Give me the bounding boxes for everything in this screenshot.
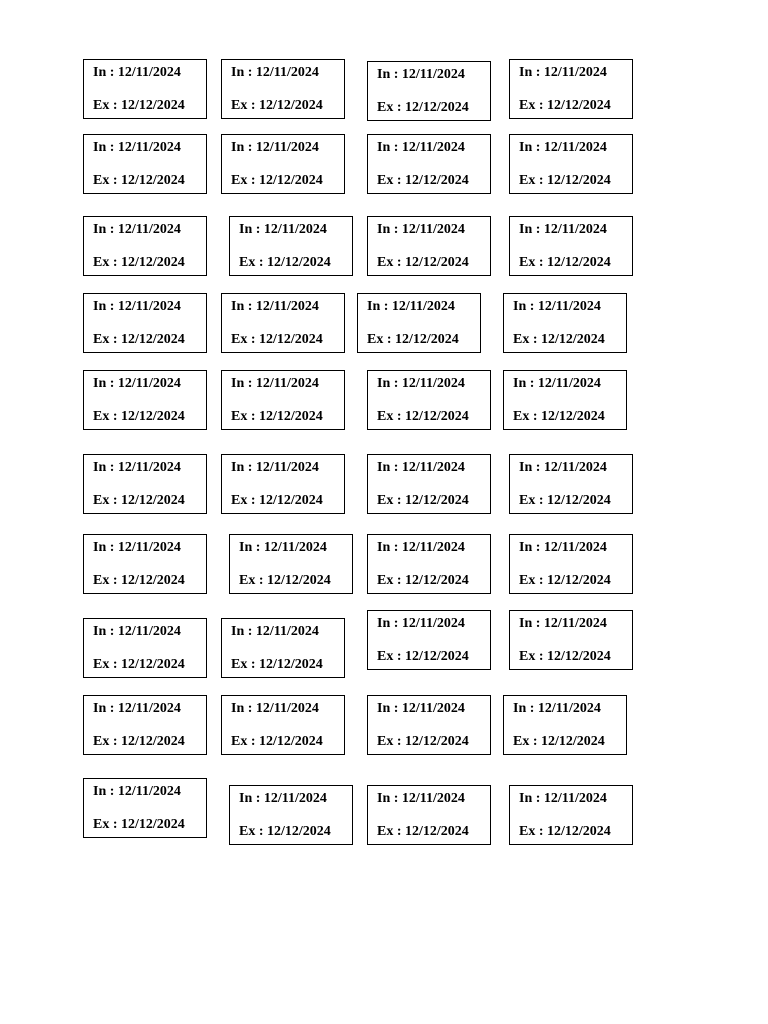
date-label-box [367, 454, 491, 514]
date-label-box [367, 785, 491, 845]
expiry-date-text: Ex : 12/12/2024 [377, 255, 469, 270]
date-label-box [367, 610, 491, 670]
expiry-date-text: Ex : 12/12/2024 [93, 657, 185, 672]
expiry-date-text: Ex : 12/12/2024 [93, 255, 185, 270]
in-date-text: In : 12/11/2024 [93, 540, 181, 555]
date-label-box [221, 454, 345, 514]
date-label-box [83, 454, 207, 514]
in-date-text: In : 12/11/2024 [377, 540, 465, 555]
expiry-date-text: Ex : 12/12/2024 [513, 409, 605, 424]
expiry-date-text: Ex : 12/12/2024 [93, 409, 185, 424]
in-date-text: In : 12/11/2024 [519, 140, 607, 155]
date-label-box [221, 134, 345, 194]
expiry-date-text: Ex : 12/12/2024 [519, 649, 611, 664]
date-label-box [367, 695, 491, 755]
in-date-text: In : 12/11/2024 [513, 376, 601, 391]
date-label-box [229, 216, 353, 276]
in-date-text: In : 12/11/2024 [367, 299, 455, 314]
in-date-text: In : 12/11/2024 [377, 376, 465, 391]
expiry-date-text: Ex : 12/12/2024 [93, 817, 185, 832]
expiry-date-text: Ex : 12/12/2024 [513, 734, 605, 749]
in-date-text: In : 12/11/2024 [519, 616, 607, 631]
date-label-box [367, 61, 491, 121]
date-label-box [503, 370, 627, 430]
expiry-date-text: Ex : 12/12/2024 [231, 409, 323, 424]
date-label-box [221, 59, 345, 119]
in-date-text: In : 12/11/2024 [93, 701, 181, 716]
date-label-box [221, 293, 345, 353]
date-label-box [83, 134, 207, 194]
date-label-box [83, 534, 207, 594]
expiry-date-text: Ex : 12/12/2024 [231, 493, 323, 508]
expiry-date-text: Ex : 12/12/2024 [93, 98, 185, 113]
in-date-text: In : 12/11/2024 [239, 791, 327, 806]
in-date-text: In : 12/11/2024 [377, 791, 465, 806]
date-label-box [229, 785, 353, 845]
expiry-date-text: Ex : 12/12/2024 [231, 173, 323, 188]
in-date-text: In : 12/11/2024 [93, 784, 181, 799]
in-date-text: In : 12/11/2024 [239, 222, 327, 237]
in-date-text: In : 12/11/2024 [513, 701, 601, 716]
expiry-date-text: Ex : 12/12/2024 [93, 332, 185, 347]
expiry-date-text: Ex : 12/12/2024 [377, 409, 469, 424]
expiry-date-text: Ex : 12/12/2024 [519, 493, 611, 508]
in-date-text: In : 12/11/2024 [377, 460, 465, 475]
expiry-date-text: Ex : 12/12/2024 [239, 573, 331, 588]
expiry-date-text: Ex : 12/12/2024 [377, 573, 469, 588]
in-date-text: In : 12/11/2024 [231, 299, 319, 314]
in-date-text: In : 12/11/2024 [377, 67, 465, 82]
in-date-text: In : 12/11/2024 [519, 540, 607, 555]
expiry-date-text: Ex : 12/12/2024 [377, 100, 469, 115]
date-label-box [509, 59, 633, 119]
date-label-box [83, 370, 207, 430]
in-date-text: In : 12/11/2024 [519, 65, 607, 80]
date-label-box [509, 610, 633, 670]
expiry-date-text: Ex : 12/12/2024 [93, 493, 185, 508]
in-date-text: In : 12/11/2024 [231, 140, 319, 155]
expiry-date-text: Ex : 12/12/2024 [367, 332, 459, 347]
date-label-box [503, 695, 627, 755]
date-label-box [221, 618, 345, 678]
date-label-box [509, 785, 633, 845]
in-date-text: In : 12/11/2024 [519, 791, 607, 806]
in-date-text: In : 12/11/2024 [93, 299, 181, 314]
expiry-date-text: Ex : 12/12/2024 [93, 573, 185, 588]
in-date-text: In : 12/11/2024 [93, 624, 181, 639]
in-date-text: In : 12/11/2024 [231, 65, 319, 80]
expiry-date-text: Ex : 12/12/2024 [519, 573, 611, 588]
in-date-text: In : 12/11/2024 [377, 222, 465, 237]
expiry-date-text: Ex : 12/12/2024 [513, 332, 605, 347]
in-date-text: In : 12/11/2024 [93, 140, 181, 155]
date-label-box [503, 293, 627, 353]
date-label-box [367, 370, 491, 430]
date-label-box [367, 134, 491, 194]
expiry-date-text: Ex : 12/12/2024 [231, 734, 323, 749]
date-label-box [83, 618, 207, 678]
in-date-text: In : 12/11/2024 [93, 222, 181, 237]
in-date-text: In : 12/11/2024 [231, 701, 319, 716]
expiry-date-text: Ex : 12/12/2024 [377, 824, 469, 839]
date-label-box [357, 293, 481, 353]
expiry-date-text: Ex : 12/12/2024 [377, 649, 469, 664]
date-label-box [509, 454, 633, 514]
expiry-date-text: Ex : 12/12/2024 [93, 173, 185, 188]
expiry-date-text: Ex : 12/12/2024 [93, 734, 185, 749]
expiry-date-text: Ex : 12/12/2024 [519, 173, 611, 188]
expiry-date-text: Ex : 12/12/2024 [377, 493, 469, 508]
in-date-text: In : 12/11/2024 [93, 460, 181, 475]
in-date-text: In : 12/11/2024 [93, 376, 181, 391]
in-date-text: In : 12/11/2024 [377, 701, 465, 716]
in-date-text: In : 12/11/2024 [239, 540, 327, 555]
date-label-box [509, 134, 633, 194]
date-label-box [83, 216, 207, 276]
in-date-text: In : 12/11/2024 [519, 222, 607, 237]
in-date-text: In : 12/11/2024 [513, 299, 601, 314]
in-date-text: In : 12/11/2024 [231, 376, 319, 391]
date-label-box [83, 59, 207, 119]
expiry-date-text: Ex : 12/12/2024 [377, 734, 469, 749]
date-label-box [83, 778, 207, 838]
date-label-box [221, 370, 345, 430]
date-label-box [367, 216, 491, 276]
in-date-text: In : 12/11/2024 [231, 460, 319, 475]
in-date-text: In : 12/11/2024 [93, 65, 181, 80]
expiry-date-text: Ex : 12/12/2024 [239, 255, 331, 270]
in-date-text: In : 12/11/2024 [377, 140, 465, 155]
expiry-date-text: Ex : 12/12/2024 [231, 657, 323, 672]
expiry-date-text: Ex : 12/12/2024 [519, 824, 611, 839]
date-label-box [229, 534, 353, 594]
expiry-date-text: Ex : 12/12/2024 [231, 332, 323, 347]
expiry-date-text: Ex : 12/12/2024 [377, 173, 469, 188]
expiry-date-text: Ex : 12/12/2024 [519, 255, 611, 270]
date-label-box [221, 695, 345, 755]
date-label-box [509, 534, 633, 594]
expiry-date-text: Ex : 12/12/2024 [239, 824, 331, 839]
date-label-box [509, 216, 633, 276]
in-date-text: In : 12/11/2024 [377, 616, 465, 631]
date-label-box [83, 293, 207, 353]
expiry-date-text: Ex : 12/12/2024 [519, 98, 611, 113]
date-label-box [367, 534, 491, 594]
in-date-text: In : 12/11/2024 [519, 460, 607, 475]
in-date-text: In : 12/11/2024 [231, 624, 319, 639]
date-label-box [83, 695, 207, 755]
expiry-date-text: Ex : 12/12/2024 [231, 98, 323, 113]
